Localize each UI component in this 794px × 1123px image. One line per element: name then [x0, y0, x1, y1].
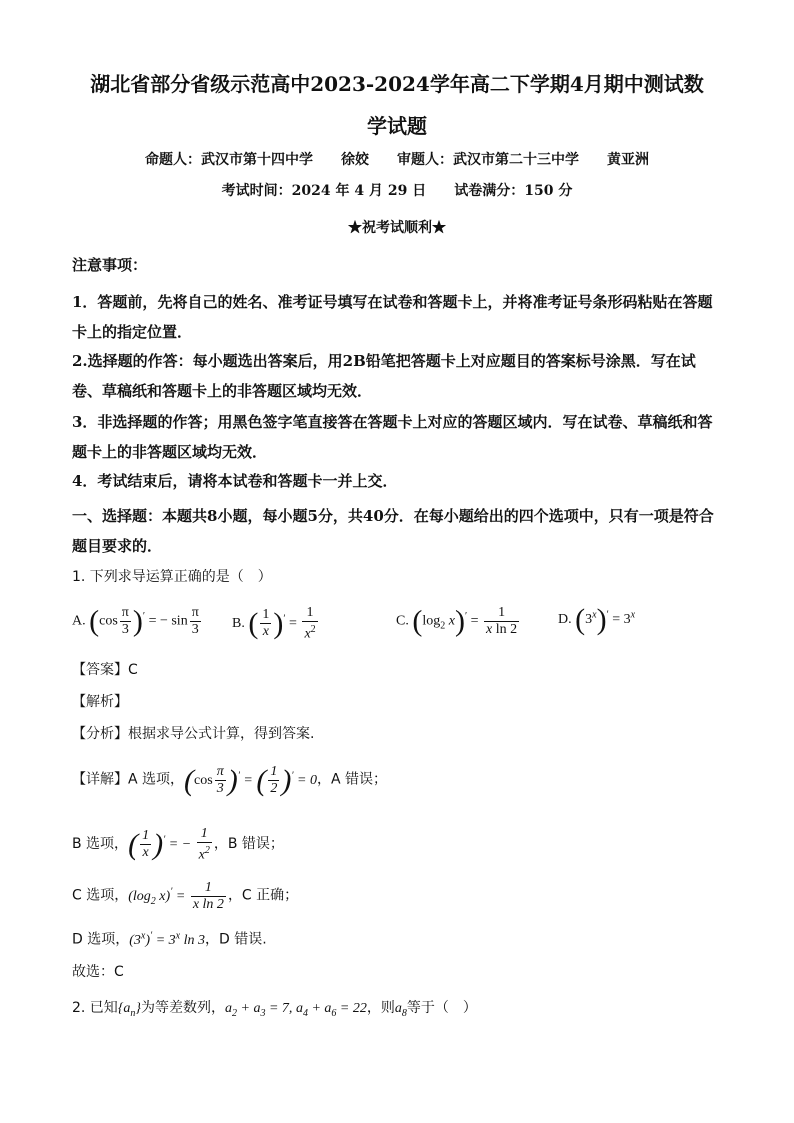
exam-title-line1: 湖北省部分省级示范高中2023-2024学年高二下学期4月期中测试数 — [90, 72, 704, 96]
notice-item-4: 4．考试结束后，请将本试卷和答题卡一并上交． — [72, 472, 398, 490]
question-1-option-a: A. (cos $\frac{\pi}{3}$ )′ = − sin $\frac{\pi}{3}$ — [72, 604, 199, 638]
question-1-conclusion: 故选：C — [72, 964, 124, 980]
notice-item-2: 2.选择题的作答：每小题选出答案后，用2B铅笔把答题卡上对应题目的答案标号涂黑．写在试卷、草稿纸和答题卡上的非答题区域均无效． — [72, 352, 696, 400]
notice-item-3: 3．非选择题的作答；用黑色签字笔直接答在答题卡上对应的答题区域内．写在试卷、草稿纸和答题卡上的非答题区域均无效． — [72, 413, 713, 461]
question-1-analysis: 【分析】根据求导公式计算，得到答案. — [72, 726, 315, 742]
exam-blessing: ★祝考试顺利★ — [348, 220, 446, 236]
question-1-detail-c: C 选项，($\log_2$ x)′ = $\frac{1}{\text{x ln 2}}$ ，C 正确； — [72, 880, 299, 912]
question-1-option-d: D. $(3^x)' = 3^x$ — [558, 603, 636, 636]
question-1-detail-a: 【详解】A 选项，(cos $\frac{\pi}{3}$ )′ = ( $\frac{1}{2}$ )′ = 0，A 错误； — [72, 763, 388, 797]
question-2-stem: 2. 已知$\{a_n\}$为等差数列，$a_2 + a_3 = 7$, $a_4 + a_6 = 22$，则$a_8$等于（ ） — [72, 1000, 477, 1019]
section-1-heading: 一、选择题：本题共8小题，每小题5分，共40分．在每小题给出的四个选项中，只有一项是符合题目要求的． — [72, 507, 714, 555]
question-1-detail-b: B 选项，( $\frac{1}{x}$ )′ = − $\frac{1}{x^2}$ ，B 错误； — [72, 826, 284, 863]
notice-heading: 注意事项： — [72, 256, 148, 274]
question-1-detail-d: D 选项，$(3^x)' = 3^x$ ln 3，D 错误. — [72, 930, 267, 948]
exam-title-line2: 学试题 — [367, 114, 427, 138]
exam-info: 考试时间：2024 年 4 月 29 日 试卷满分：150 分 — [221, 183, 573, 199]
question-1-analysis-heading: 【解析】 — [72, 694, 128, 710]
question-1-option-c: C. ($\log_2$ x)′ = $\frac{1}{\text{x ln 2}}$ — [396, 604, 518, 638]
question-1-stem: 1. 下列求导运算正确的是（ ） — [72, 569, 272, 585]
question-1-answer: 【答案】C — [72, 662, 138, 678]
exam-authors: 命题人：武汉市第十四中学 徐姣 审题人：武汉市第二十三中学 黄亚洲 — [145, 152, 649, 168]
question-1-option-b: B. ( $\frac{1}{x}$ )′ = $\frac{1}{x^2}$ — [232, 605, 316, 642]
notice-item-1: 1．答题前，先将自己的姓名、准考证号填写在试卷和答题卡上，并将准考证号条形码粘贴在答题卡上的指定位置． — [72, 293, 713, 341]
